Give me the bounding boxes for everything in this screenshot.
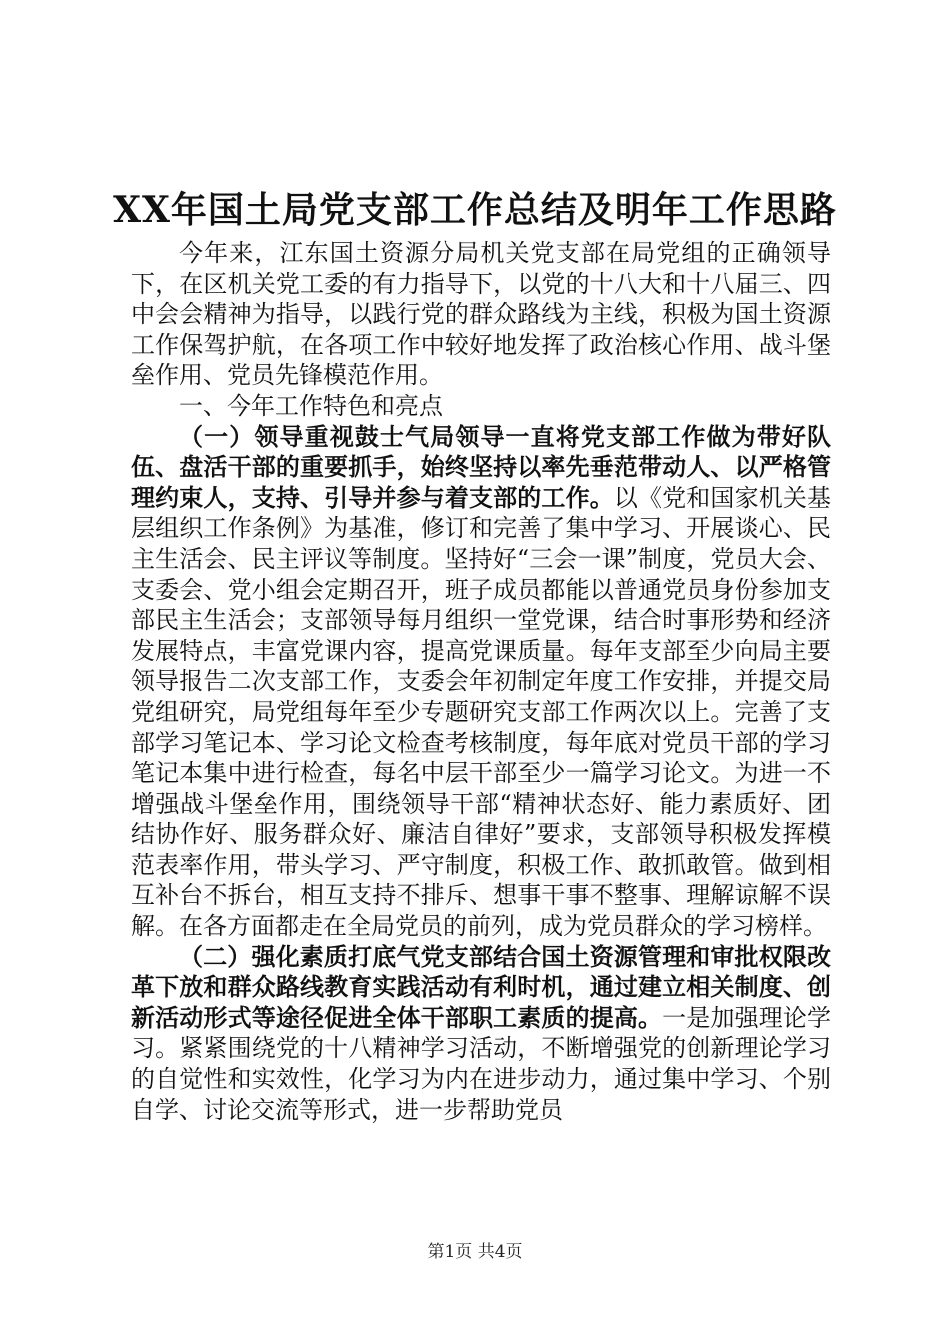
item-1-body: 以《党和国家机关基层组织工作条例》为基准，修订和完善了集中学习、开展谈心、民主生活会、民主评议等制度。坚持好“三会一课”制度，党员大会、支委会、党小组会定期召开，班子成员都能以普通党员身份参加支部民主生活会；支部领导每月组织一堂党课，结合时事形势和经济发展特点，丰富党课内容，提高党课质量。每年支部至少向局主要领导报告二次支部工作，支委会年初制定年度工作安排，并提交局党组研究，局党组每年至少专题研究支部工作两次以上。完善了支部学习笔记本、学习论文检查考核制度，每年底对党员干部的学习笔记本集中进行检查，每名中层干部至少一篇学习论文。为进一不增强战斗堡垒作用，围绕领导干部“精神状态好、能力素质好、团结协作好、服务群众好、廉洁自律好”要求，支部领导积极发挥模范表率作用，带头学习、严守制度，积极工作、敢抓敢管。做到相互补台不拆台，相互支持不排斥、想事干事不整事、理解谅解不误解。在各方面都走在全局党员的前列，成为党员群众的学习榜样。 <box>131 483 832 941</box>
document-title: XX年国土局党支部工作总结及明年工作思路 <box>113 189 837 231</box>
item-1-paragraph <box>131 422 831 942</box>
page-indicator: 第1页 共4页 <box>427 1242 523 1262</box>
item-1-lead: （一）领导重视鼓士气局领导一直将党支部工作做为带好队伍、盘活干部的重要抓手，始终坚持以率先垂范带动人、以严格管理约束人，支持、引导并参与着支部的工作。 <box>131 421 831 512</box>
item-2-paragraph <box>131 942 831 1126</box>
section-heading: 一、今年工作特色和亮点 <box>179 391 443 420</box>
item-2-lead: （二）强化素质打底气党支部结合国土资源管理和审批权限改革下放和群众路线教育实践活动有利时机，通过建立相关制度、创新活动形式等途径促进全体干部职工素质的提高。 <box>131 941 831 1032</box>
document-body <box>131 238 831 1125</box>
intro-paragraph: 今年来，江东国土资源分局机关党支部在局党组的正确领导下，在区机关党工委的有力指导下，以党的十八大和十八届三、四中会会精神为指导，以践行党的群众路线为主线，积极为国土资源工作保驾护航，在各项工作中较好地发挥了政治核心作用、战斗堡垒作用、党员先锋模范作用。 <box>131 239 831 390</box>
item-2-body: 一是加强理论学习。紧紧围绕党的十八精神学习活动，不断增强党的创新理论学习的自觉性和实效性，化学习为内在进步动力，通过集中学习、个别自学、讨论交流等形式，进一步帮助党员 <box>131 1003 832 1124</box>
